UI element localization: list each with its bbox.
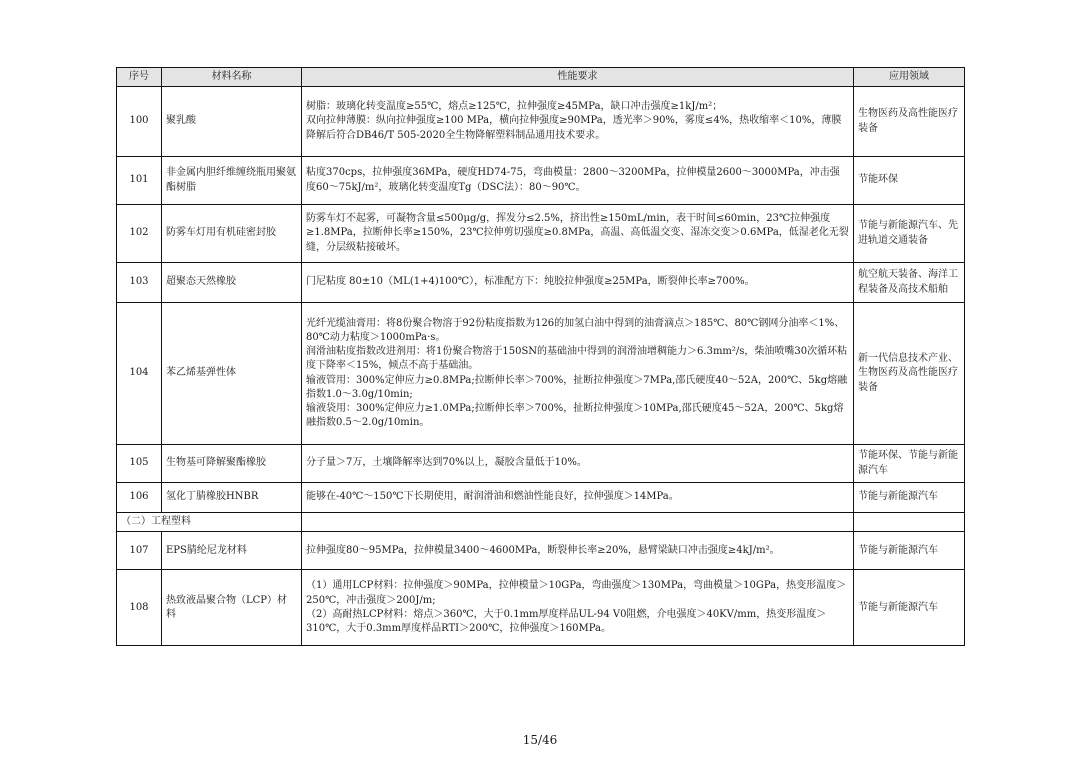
row-performance: 能够在-40℃～150℃下长期使用，耐润滑油和燃油性能良好，拉伸强度＞14MPa。 — [302, 483, 854, 513]
row-material-name: 生物基可降解聚酯橡胶 — [162, 445, 302, 483]
row-application: 节能与新能源汽车 — [854, 570, 965, 646]
row-performance: 树脂：玻璃化转变温度≥55℃，熔点≥125℃，拉伸强度≥45MPa，缺口冲击强度≥1kJ/m²； 双向拉伸薄膜：纵向拉伸强度≥100 MPa，横向拉伸强度≥90MPa，透光率＞90%，雾度≤4%，热收缩率＜10%，薄膜降解后符合DB46/T 505-2020全生物降解塑料制品通用技术要求。 — [302, 87, 854, 157]
table-row — [117, 570, 965, 646]
page-number: 15/46 — [522, 733, 558, 747]
section-row — [117, 513, 965, 532]
row-material-name: 苯乙烯基弹性体 — [162, 303, 302, 445]
row-application: 节能与新能源汽车 — [854, 483, 965, 513]
row-performance: 拉伸强度80～95MPa，拉伸模量3400～4600MPa，断裂伸长率≥20%，悬臂梁缺口冲击强度≥4kJ/m²。 — [302, 532, 854, 570]
row-no: 106 — [117, 483, 162, 513]
row-material-name: 聚乳酸 — [162, 87, 302, 157]
materials-spec-table — [116, 67, 965, 646]
row-performance: 防雾车灯不起雾，可凝物含量≤500μg/g，挥发分≤2.5%，挤出性≥150mL/min，表干时间≤60min，23℃拉伸强度≥1.8MPa，拉断伸长率≥150%，23℃拉伸剪切强度≥0.8MPa，高温、高低温交变、湿冻交变＞0.6MPa，低湿老化无裂缝，分层级粘接破坏。 — [302, 205, 854, 263]
empty-cell — [302, 513, 854, 532]
row-no: 107 — [117, 532, 162, 570]
table-row — [117, 532, 965, 570]
empty-cell — [854, 513, 965, 532]
header-application: 应用领域 — [854, 68, 965, 87]
row-performance: 粘度370cps，拉伸强度36MPa，硬度HD74-75，弯曲模量：2800～3200MPa，拉伸模量2600～3000MPa，冲击强度60～75kJ/m²，玻璃化转变温度Tg（DSC法）：80～90℃。 — [302, 157, 854, 205]
row-performance: 门尼粘度 80±10（ML(1+4)100℃），标准配方下：纯胶拉伸强度≥25MPa，断裂伸长率≥700%。 — [302, 263, 854, 303]
table-row — [117, 445, 965, 483]
table-row — [117, 87, 965, 157]
row-application: 新一代信息技术产业、生物医药及高性能医疗装备 — [854, 303, 965, 445]
row-application: 航空航天装备、海洋工程装备及高技术船舶 — [854, 263, 965, 303]
section-title: （二）工程塑料 — [117, 513, 302, 532]
row-application: 节能与新能源汽车、先进轨道交通装备 — [854, 205, 965, 263]
row-no: 105 — [117, 445, 162, 483]
row-material-name: 非金属内胆纤维缠绕瓶用聚氨酯树脂 — [162, 157, 302, 205]
row-no: 108 — [117, 570, 162, 646]
row-no: 100 — [117, 87, 162, 157]
row-no: 101 — [117, 157, 162, 205]
row-performance: 分子量＞7万，土壤降解率达到70%以上，凝胶含量低于10%。 — [302, 445, 854, 483]
row-application: 节能环保、节能与新能源汽车 — [854, 445, 965, 483]
row-no: 102 — [117, 205, 162, 263]
row-material-name: 防雾车灯用有机硅密封胶 — [162, 205, 302, 263]
table-row — [117, 157, 965, 205]
row-performance: 光纤光缆油膏用：将8份聚合物溶于92份粘度指数为126的加氢白油中得到的油膏滴点＞185℃、80℃钢网分油率＜1%、80℃动力粘度＞1000mPa·s。 润滑油粘度指数改进剂用：将1份聚合物溶于150SN的基础油中得到的润滑油增稠能力＞6.3mm²/s，柴油喷嘴30次循环粘度下降率＜15%，倾点不高于基础油。 输液管用：300%定伸应力≥0.8MPa;拉断伸长率＞700%，扯断拉伸强度＞7MPa,邵氏硬度40～52A，200℃、5kg熔融指数1.0～3.0g/10min; 输液袋用：300%定伸应力≥1.0MPa;拉断伸长率＞700%，扯断拉伸强度＞10MPa,邵氏硬度45～52A，200℃、5kg熔融指数0.5～2.0g/10min。 — [302, 303, 854, 445]
table-row — [117, 263, 965, 303]
row-application: 节能环保 — [854, 157, 965, 205]
table-row — [117, 205, 965, 263]
row-material-name: EPS腈纶尼龙材料 — [162, 532, 302, 570]
row-no: 103 — [117, 263, 162, 303]
table-header-row — [117, 68, 965, 87]
row-performance: （1）通用LCP材料：拉伸强度＞90MPa，拉伸模量＞10GPa，弯曲强度＞130MPa，弯曲模量＞10GPa，热变形温度＞250℃，冲击强度＞200J/m; （2）高耐热LCP材料：熔点＞360℃，大于0.1mm厚度样品UL-94 V0阻燃，介电强度＞40KV/mm，热变形温度＞310℃，大于0.3mm厚度样品RTI＞200℃，拉伸强度＞160MPa。 — [302, 570, 854, 646]
row-material-name: 超聚态天然橡胶 — [162, 263, 302, 303]
header-material-name: 材料名称 — [162, 68, 302, 87]
header-performance: 性能要求 — [302, 68, 854, 87]
table-row — [117, 303, 965, 445]
row-material-name: 氢化丁腈橡胶HNBR — [162, 483, 302, 513]
row-no: 104 — [117, 303, 162, 445]
row-application: 节能与新能源汽车 — [854, 532, 965, 570]
row-material-name: 热致液晶聚合物（LCP）材料 — [162, 570, 302, 646]
header-no: 序号 — [117, 68, 162, 87]
row-application: 生物医药及高性能医疗装备 — [854, 87, 965, 157]
table-row — [117, 483, 965, 513]
